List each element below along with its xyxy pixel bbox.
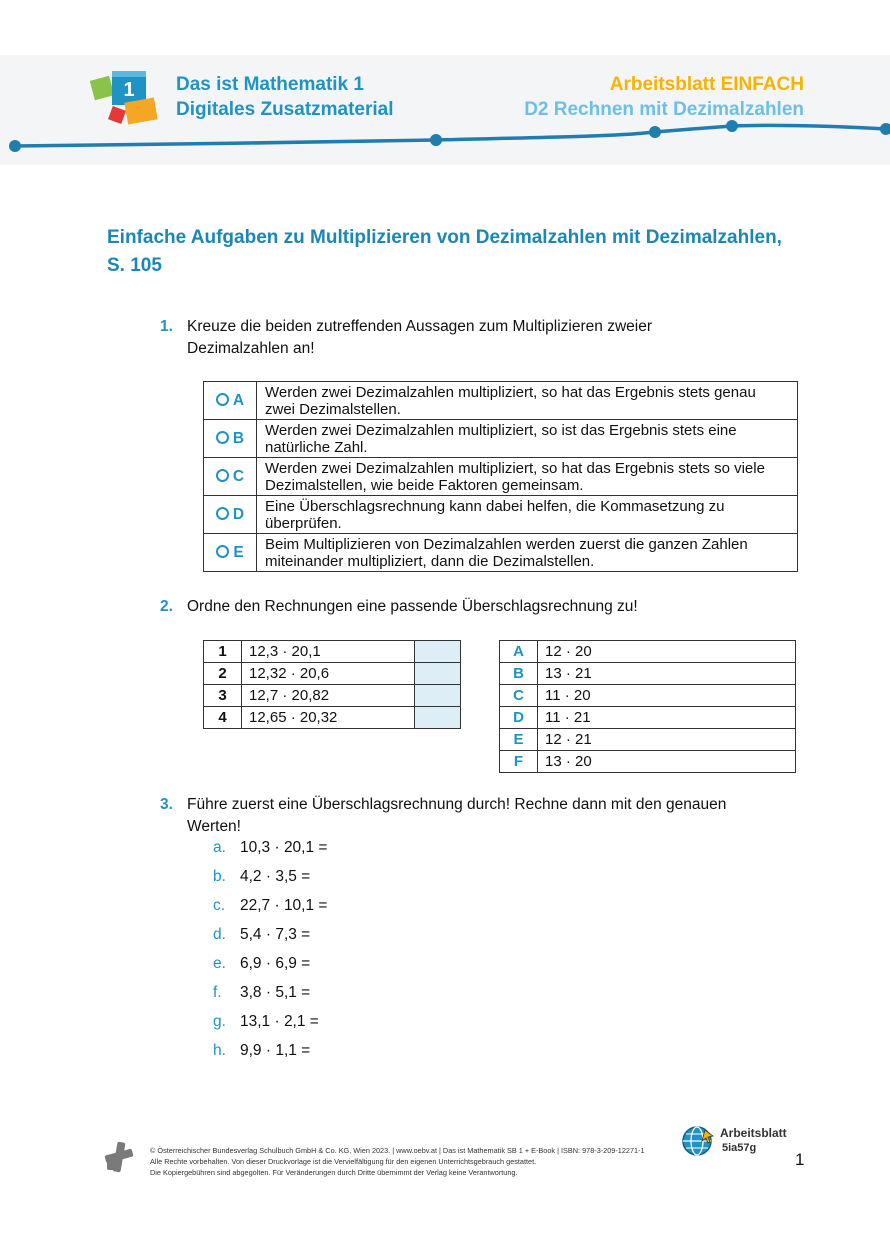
radio-circle-icon[interactable] [216,469,229,482]
task-1-line-1: Kreuze die beiden zutreffenden Aussagen zum Multiplizieren zweier [187,318,652,335]
estimate-letter: B [500,663,538,685]
table-row [204,707,461,729]
item-letter: h. [213,1042,226,1059]
option-e-checkbox[interactable] [204,534,257,572]
list-item [213,984,310,1002]
brand-title [176,72,394,122]
cube-logo-icon [90,66,162,128]
option-row-b[interactable] [204,420,798,458]
calc-number: 3 [204,685,242,707]
option-row-d[interactable] [204,496,798,534]
sheet-type [524,72,804,122]
option-letter: E [233,543,244,561]
table-row [500,729,796,751]
option-text: Eine Überschlagsrechnung kann dabei helfen, die Kommasetzung zu überprüfen. [257,496,798,534]
calculations-table [203,640,461,729]
option-letter: D [232,505,245,523]
table-row [204,663,461,685]
option-text: Werden zwei Dezimalzahlen multipliziert, so ist das Ergebnis stets eine natürliche Zahl. [257,420,798,458]
calc-number: 2 [204,663,242,685]
item-letter: c. [213,897,226,914]
radio-circle-icon[interactable] [216,507,229,520]
footer-line-2: Alle Rechte vorbehalten. Von dieser Druckvorlage ist die Vervielfältigung für den eigenen Unterrichtsgebrauch gestattet. [150,1157,537,1166]
radio-circle-icon[interactable] [216,545,229,558]
task-2-instruction: Ordne den Rechnungen eine passende Überschlagsrechnung zu! [187,598,638,615]
estimate-expression: 11 · 21 [538,707,796,729]
option-letter: A [232,391,245,409]
item-letter: a. [213,839,226,856]
estimate-expression: 11 · 20 [538,685,796,707]
logo-number: 1 [123,79,135,101]
table-row [204,641,461,663]
option-letter: B [232,429,245,447]
item-letter: g. [213,1013,226,1030]
task-1-line-2: Dezimalzahlen an! [187,340,315,357]
estimate-letter: F [500,751,538,773]
task-1-options-table [203,381,798,572]
list-item [213,868,310,886]
list-item [213,955,310,973]
task-3-number: 3. [160,796,173,813]
task-3-instruction [187,794,726,838]
answer-cell[interactable] [415,685,461,707]
list-item [213,897,327,915]
item-letter: e. [213,955,226,972]
list-item [213,1042,310,1060]
list-item [213,839,327,857]
calc-expression: 12,7 · 20,82 [242,685,415,707]
estimate-expression: 12 · 20 [538,641,796,663]
table-row [500,685,796,707]
item-expression: 13,1 · 2,1 = [240,1013,319,1030]
footer-copyright [150,1145,645,1178]
answer-cell[interactable] [415,707,461,729]
estimate-letter: A [500,641,538,663]
answer-cell[interactable] [415,663,461,685]
item-expression: 10,3 · 20,1 = [240,839,328,856]
footer-line-3: Die Kopiergebühren sind abgegolten. Für Veränderungen durch Dritte übernimmt der Verlag keine Verantwortung. [150,1168,518,1177]
footer-line-1: © Österreichischer Bundesverlag Schulbuch GmbH & Co. KG, Wien 2023. | www.oebv.at | Das ist Mathematik SB 1 + E-Book | ISBN: 978-3-209-12271-1 [150,1146,645,1155]
estimate-expression: 13 · 20 [538,751,796,773]
sheet-level: Arbeitsblatt EINFACH [609,74,804,95]
item-letter: d. [213,926,226,943]
brand-line-1: Das ist Mathematik 1 [176,74,364,95]
item-expression: 4,2 · 3,5 = [240,868,311,885]
item-expression: 22,7 · 10,1 = [240,897,328,914]
estimate-letter: C [500,685,538,707]
badge-code: 5ia57g [722,1142,757,1154]
globe-icon [681,1124,715,1158]
task-2-number: 2. [160,598,173,615]
estimate-expression: 12 · 21 [538,729,796,751]
option-d-checkbox[interactable] [204,496,257,534]
sheet-topic: D2 Rechnen mit Dezimalzahlen [524,99,804,120]
table-row [500,707,796,729]
item-expression: 5,4 · 7,3 = [240,926,311,943]
publisher-logo-icon [103,1140,135,1174]
option-b-checkbox[interactable] [204,420,257,458]
table-row [500,663,796,685]
list-item [213,926,310,944]
radio-circle-icon[interactable] [216,431,229,444]
estimate-letter: E [500,729,538,751]
table-row [500,751,796,773]
page-title: Einfache Aufgaben zu Multiplizieren von Dezimalzahlen mit Dezimalzahlen, S. 105 [107,227,782,276]
page-number: 1 [795,1150,805,1169]
option-row-e[interactable] [204,534,798,572]
item-expression: 3,8 · 5,1 = [240,984,311,1001]
option-text: Beim Multiplizieren von Dezimalzahlen werden zuerst die ganzen Zahlen miteinander multipliziert, dann die Dezimalstellen. [257,534,798,572]
estimate-expression: 13 · 21 [538,663,796,685]
list-item [213,1013,319,1031]
option-a-checkbox[interactable] [204,382,257,420]
item-expression: 6,9 · 6,9 = [240,955,311,972]
option-text: Werden zwei Dezimalzahlen multipliziert, so hat das Ergebnis stets so viele Dezimalstellen, wie beide Faktoren gemeinsam. [257,458,798,496]
answer-cell[interactable] [415,641,461,663]
item-expression: 9,9 · 1,1 = [240,1042,311,1059]
calc-expression: 12,32 · 20,6 [242,663,415,685]
estimate-letter: D [500,707,538,729]
calc-number: 1 [204,641,242,663]
option-letter: C [232,467,245,485]
task-1-number: 1. [160,318,173,335]
task-3-line-1: Führe zuerst eine Überschlagsrechnung durch! Rechne dann mit den genauen [187,796,727,813]
item-letter: f. [213,984,222,1001]
task-3-line-2: Werten! [187,818,241,835]
option-text: Werden zwei Dezimalzahlen multipliziert, so hat das Ergebnis stets genau zwei Dezimalstellen. [257,382,798,420]
calc-expression: 12,3 · 20,1 [242,641,415,663]
item-letter: b. [213,868,226,885]
badge-label: Arbeitsblatt [720,1126,787,1140]
calc-expression: 12,65 · 20,32 [242,707,415,729]
option-row-a[interactable] [204,382,798,420]
table-row [204,685,461,707]
option-row-c[interactable] [204,458,798,496]
table-row [500,641,796,663]
option-c-checkbox[interactable] [204,458,257,496]
estimates-table [499,640,796,773]
brand-line-2: Digitales Zusatzmaterial [176,99,394,120]
task-1-instruction [187,316,652,360]
radio-circle-icon[interactable] [216,393,229,406]
calc-number: 4 [204,707,242,729]
